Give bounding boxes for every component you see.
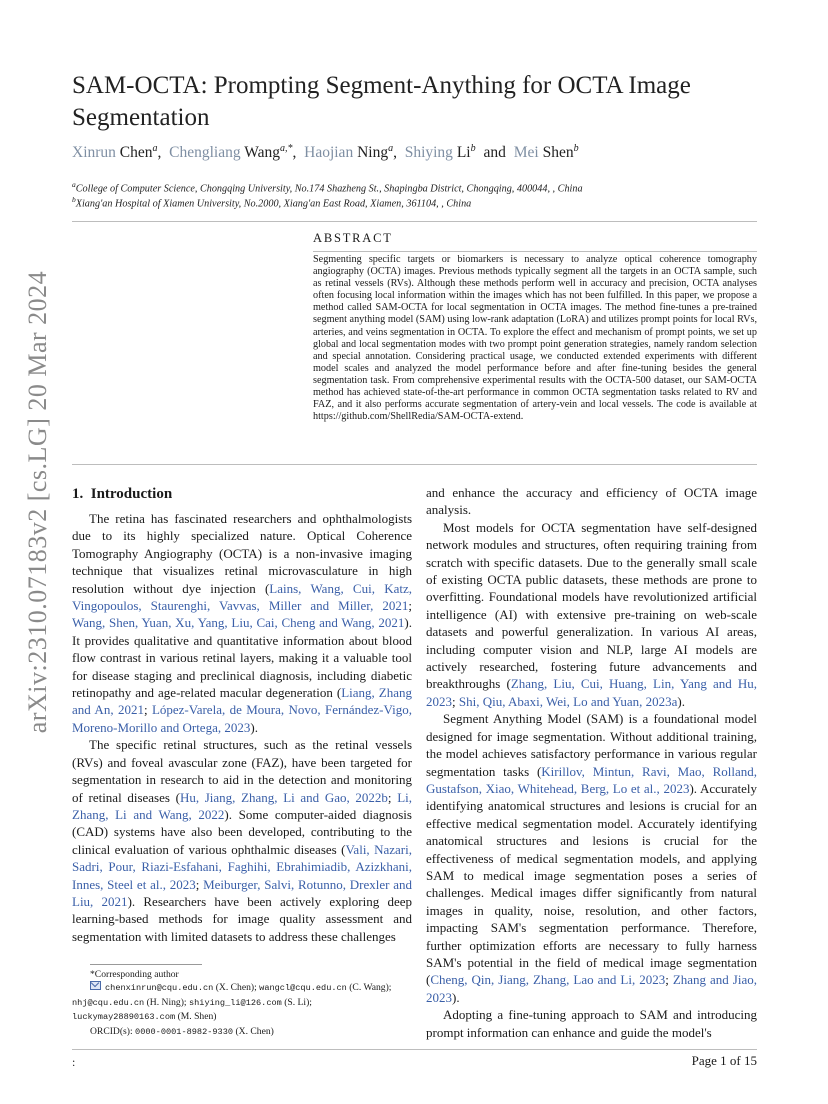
- paragraph-text: ;: [387, 789, 398, 805]
- citation-link[interactable]: Cheng, Qin, Jiang, Zhang, Lao and Li, 2023: [430, 972, 666, 988]
- paragraph-text: ). Accurately identifying anatomical structures and lesions is crucial for an effective medical segmentation model. Accurately identifying anatomical structures and lesions is crucial for the effectiveness of medical segmentation models, and applying SAM to medical image segmentation poses a series of challenges. Medical images differ significantly from natural images in quality, noise, resolution, and other factors, impacting SAM's segmentation performance. Therefore, further optimization efforts are necessary to fully harness SAM's potential in the field of medical image segmentation (: [426, 780, 757, 988]
- abstract-divider: [313, 251, 757, 252]
- author[interactable]: Mei Shen$^b$: [513, 143, 579, 162]
- citation-link[interactable]: Liang, Zhang and An, 2021: [72, 685, 412, 718]
- paragraph-text: ). Researchers have been actively exploring deep learning-based methods for image quality assessment and segmentation with limited datasets to address these challenges: [72, 893, 413, 944]
- author[interactable]: Haojian Ning$^a$: [304, 143, 394, 162]
- citation-link[interactable]: Zhang, Liu, Cui, Huang, Lin, Yang and Hu, 2023: [426, 676, 757, 709]
- paragraph: [72, 736, 412, 945]
- email-line: luckymay28890163.com (M. Shen): [72, 1011, 217, 1023]
- arxiv-stamp-text: arXiv:2310.07183v2 [cs.LG] 20 Mar 2024: [23, 270, 52, 734]
- email-address[interactable]: luckymay28890163.com: [72, 1012, 176, 1023]
- authors-conjunction: and: [483, 144, 506, 162]
- email-line: chenxinrun@cqu.edu.cn (X. Chen); wangcl@cqu.edu.cn (C. Wang);: [72, 981, 412, 995]
- envelope-icon: [90, 981, 101, 990]
- email-line: nhj@cqu.edu.cn (H. Ning); shiying_li@126.com (S. Li);: [72, 996, 312, 1008]
- author[interactable]: Shiying Li$^b$: [404, 143, 476, 162]
- paragraph-text: Most models for OCTA segmentation have self-designed network modules and structures, often requiring training from scratch with specific datasets. Due to the generally small scale of existing OCTA public datasets, these methods are prone to overfitting. Foundational models have revolutionized artificial intelligence (AI) with extensive pre-training on web-scale datasets and powerful generalization. In various AI areas, including computer vision and NLP, large AI models are actively researched, fostering future advancements and breakthroughs (: [426, 519, 757, 692]
- paragraph: [72, 510, 412, 736]
- page-number: Page 1 of 15: [691, 1053, 757, 1068]
- header-divider: [72, 221, 757, 222]
- paragraph-text: ).: [677, 693, 685, 709]
- author[interactable]: Chengliang Wang$^{a,*}$: [169, 143, 293, 162]
- footer-divider: [72, 1049, 757, 1050]
- email-address[interactable]: nhj@cqu.edu.cn: [72, 997, 145, 1008]
- paragraph-text: ).: [452, 989, 460, 1005]
- email-address[interactable]: chenxinrun@cqu.edu.cn: [105, 983, 214, 994]
- footer-left-text: :: [72, 1055, 76, 1069]
- paragraph-text: Adopting a fine-tuning approach to SAM and introducing prompt information can enhance and guide the model's: [426, 1007, 757, 1040]
- abstract-end-divider: [72, 464, 757, 465]
- orcid-line: ORCID(s): 0000-0001-8982-9330 (X. Chen): [90, 1025, 274, 1037]
- abstract-body: Segmenting specific targets or biomarkers is necessary to analyze optical coherence tomography angiography (OCTA) images. Previous methods typically segment all the targets in an OCTA sample, such as retinal vessels (RVs). Although these methods perform well in accuracy and precision, OCTA analyses often focusing local information within the images which has not been fulfilled. In this paper, we propose a method called SAM-OCTA for local segmentation in OCTA images. The method fine-tunes a pre-trained segment anything model (SAM) using low-rank adaptation (LoRA) and utilizes prompt points for local RVs, arteries, and veins segmentation in OCTA. To explore the effect and mechanism of prompt points, we set up global and local segmentation modes with two prompt point generation strategies, namely random selection and special annotation. Considering practical usage, we conducted extended experiments with different model scales and analyzed the model performance before and after fine-tuning besides the general segmentation task. From comprehensive experimental results with the OCTA-500 dataset, our SAM-OCTA method has achieved state-of-the-art performance in common OCTA segmentation tasks related to RV and FAZ, and it also performs accurate segmentation of artery-vein and local vessels. The code is available at https://github.com/ShellRedia/SAM-OCTA-extend.: [313, 254, 757, 423]
- paragraph-text: Segment Anything Model (SAM) is a foundational model designed for image segmentation. Without additional training, the model achieves satisfactory performance in various regular segmentation tasks (: [426, 711, 757, 779]
- paragraph-text: ).: [250, 719, 258, 735]
- footnotes: [72, 968, 412, 1039]
- paragraph: [426, 519, 757, 710]
- citation-link[interactable]: Wang, Shen, Yuan, Xu, Yang, Liu, Cai, Cheng and Wang, 2021: [72, 615, 405, 631]
- paragraph-text: The retina has fascinated researchers and ophthalmologists due to its highly specialized nature. Optical Coherence Tomography Angiography (OCTA) is a non-invasive imaging technique that visualizes retinal microvasculature in high resolution without dye injection (: [72, 511, 412, 596]
- abstract-heading: ABSTRACT: [313, 231, 393, 245]
- citation-link[interactable]: Zhang and Jiao, 2023: [426, 972, 757, 1005]
- section-heading: 1. Introduction: [72, 486, 173, 502]
- paragraph: [426, 710, 757, 1006]
- orcid-id[interactable]: 0000-0001-8982-9330: [135, 1026, 234, 1037]
- citation-link[interactable]: Meiburger, Salvi, Rotunno, Drexler and Liu, 2021: [72, 876, 412, 909]
- left-column: [72, 484, 412, 945]
- right-column: [426, 484, 757, 1041]
- paragraph-text: and enhance the accuracy and efficiency of OCTA image analysis.: [426, 485, 757, 518]
- paragraph-text: ;: [195, 876, 204, 892]
- paragraph: [426, 1006, 757, 1041]
- arxiv-stamp: [8, 270, 68, 734]
- paragraph: [426, 484, 757, 519]
- paragraph-text: The specific retinal structures, such as the retinal vessels (RVs) and foveal avascular zone (FAZ), have been targeted for segmentation in research to aid in the detection and monitoring of retinal diseases (: [72, 737, 412, 805]
- paragraph-text: ;: [665, 972, 673, 988]
- footnote-divider: [90, 964, 202, 965]
- paragraph-text: ). It provides qualitative and quantitative information about blood flow contrast in various retinal layers, making it a valuable tool for disease staging and preclinical diagnosis, including diabetic retinopathy and age-related macular degeneration (: [72, 615, 412, 701]
- citation-link[interactable]: Kirillov, Mintun, Ravi, Mao, Rolland, Gustafson, Xiao, Whitehead, Berg, Lo et al., 2023: [426, 763, 757, 796]
- corresponding-author-note: *Corresponding author: [90, 969, 179, 980]
- email-address[interactable]: shiying_li@126.com: [188, 997, 282, 1008]
- citation-link[interactable]: Shi, Qiu, Abaxi, Wei, Lo and Yuan, 2023a: [458, 693, 678, 709]
- citation-link[interactable]: Li, Zhang, Li and Wang, 2022: [72, 789, 412, 822]
- citation-link[interactable]: Vali, Nazari, Sadri, Pour, Riazi-Esfahani, Faghihi, Ebrahimiadib, Azizkhani, Innes, Steel et al., 2023: [72, 841, 412, 892]
- paragraph-text: ;: [452, 693, 459, 709]
- affiliation: $^a$College of Computer Science, Chongqing University, No.174 Shazheng St., Shapingba District, Chongqing, 400044, , China: [72, 180, 583, 195]
- email-address[interactable]: wangcl@cqu.edu.cn: [259, 983, 347, 994]
- citation-link[interactable]: López-Varela, de Moura, Novo, Fernández-Vigo, Moreno-Morillo and Ortega, 2023: [72, 702, 412, 735]
- paragraph-text: ;: [143, 702, 152, 718]
- affiliation: $^b$Xiang'an Hospital of Xiamen University, No.2000, Xiang'an East Road, Xiamen, 361104, , China: [72, 195, 472, 210]
- citation-link[interactable]: Hu, Jiang, Zhang, Li and Gao, 2022b: [179, 789, 388, 805]
- paper-title: SAM-OCTA: Prompting Segment-Anything for OCTA Image Segmentation: [72, 72, 691, 131]
- author-list: Xinrun Chen$^a$, Chengliang Wang$^{a,*}$, Haojian Ning$^a$, Shiying Li$^b$ and Mei Shen$^b$: [72, 143, 579, 162]
- author[interactable]: Xinrun Chen$^a$: [72, 143, 158, 162]
- paragraph-text: ;: [408, 598, 412, 614]
- paragraph-text: ). Some computer-aided diagnosis (CAD) systems have also been developed, contributing to the clinical evaluation of various ophthalmic diseases (: [72, 806, 412, 857]
- citation-link[interactable]: Lains, Wang, Cui, Katz, Vingopoulos, Staurenghi, Vavvas, Miller and Miller, 2021: [72, 580, 413, 614]
